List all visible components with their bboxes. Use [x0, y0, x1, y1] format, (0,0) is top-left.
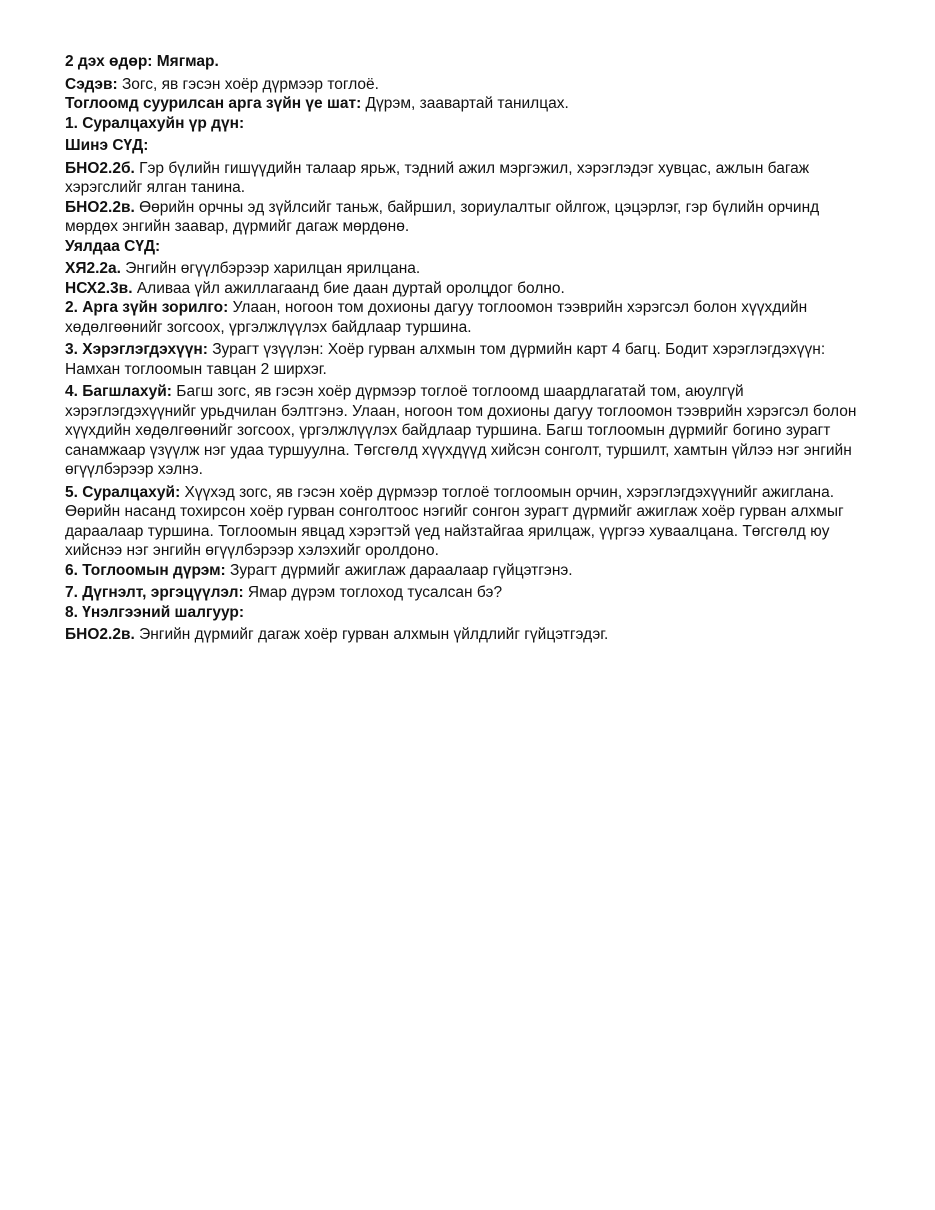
section2-label: 2. Арга зүйн зорилго: [65, 299, 229, 316]
stage-line [65, 94, 875, 114]
stage-label: Тоглоомд суурилсан арга зүйн үе шат: [65, 95, 362, 112]
section5-label: 5. Суралцахуй: [65, 483, 181, 501]
section7-paragraph [65, 583, 875, 603]
stage-text: Дүрэм, заавартай танилцах. [361, 95, 569, 112]
section4-label: 4. Багшлахуй: [65, 383, 172, 400]
outcome-khya22a [65, 259, 875, 279]
section7-label: 7. Дүгнэлт, эргэцүүлэл: [65, 584, 244, 601]
section5-paragraph [65, 483, 875, 561]
section4-text: Багш зогс, яв гэсэн хоёр дүрмээр тоглоё тоглоомд шаардлагатай том, аюулгүй хэрэглэгдэхүүнийг урьдчилан бэлтгэнэ. Улаан, ногоон том дохионы дагуу тоглоомон тээврийн хэрэгсэл болон хүүхдийн хөдөлгөөнийг зогсоох, үргэлжлүүлэх байдлаар туршина. Багш тоглоомын дүрмийг богино зурагт санамжаар үзүүлж нэг удаа туршуулна. Төгсгөлд хүүхдүүд хийсэн сонголт, туршилт, хамтын үйлээ нэг энгийн өгүүлбэрээр хэлнэ. [65, 383, 857, 478]
outcome-khya22a-text: Энгийн өгүүлбэрээр харилцан ярилцана. [120, 260, 421, 277]
outcome-bno22b [65, 159, 875, 198]
topic-text: Зогс, яв гэсэн хоёр дүрмээр тоглоё. [117, 75, 379, 93]
uldaa-sud-heading [65, 237, 875, 257]
shine-sud-heading [65, 136, 875, 156]
section8-heading [65, 603, 875, 623]
outcome-bno22v-code: БНО2.2в. [65, 198, 135, 216]
outcome-bno22v-text: Өөрийн орчны эд зүйлсийг таньж, байршил, зориулалтыг ойлгож, цэцэрлэг, гэр бүлийн орчинд мөрдөх энгийн заавар, дүрмийг дагаж мөрдөнө. [65, 198, 820, 235]
topic-label: Сэдэв: [65, 75, 118, 93]
section7-text: Ямар дүрэм тоглоход тусалсан бэ? [243, 584, 503, 601]
section3-text: Зурагт үзүүлэн: Хоёр гурван алхмын том дүрмийн карт 4 багц. Бодит хэрэглэгдэхүүн: Намхан тоглоомын тавцан 2 ширхэг. [65, 341, 826, 378]
section4-paragraph [65, 382, 875, 480]
outcome-nskh23v [65, 279, 875, 299]
section6-text: Зурагт дүрмийг ажиглаж дараалаар гүйцэтгэнэ. [225, 561, 573, 579]
section1-heading [65, 114, 875, 134]
section3-label: 3. Хэрэглэгдэхүүн: [65, 341, 208, 358]
section6-label: 6. Тоглоомын дүрэм: [65, 561, 226, 579]
outcome-nskh23v-text: Аливаа үйл ажиллагаанд бие даан дуртай оролцдог болно. [132, 279, 565, 297]
outcome-bno22b-code: БНО2.2б. [65, 159, 135, 177]
section1-heading-text: 1. Суралцахуйн үр дүн: [65, 114, 245, 132]
day-heading [65, 52, 875, 72]
section5-text: Хүүхэд зогс, яв гэсэн хоёр дүрмээр тоглоё тоглоомын орчин, хэрэглэгдэхүүнийг ажиглана. Өөрийн насанд тохирсон хоёр гурван сонголтоос нэгийг сонгон зурагт дүрмийг ажиглаж хоёр гурван алхмыг дараалаар туршина. Тоглоомын явцад хэрэгтэй үед найзтайгаа ярилцаж, үүргээ хуваалцана. Төгсгөлд юу хийснээ нэг энгийн өгүүлбэрээр хэлэхийг оролдоно. [65, 483, 844, 559]
section2-paragraph [65, 298, 875, 337]
document-page [65, 52, 875, 645]
section2-text: Улаан, ногоон том дохионы дагуу тоглоомон тээврийн хэрэгсэл болон хүүхдийн хөдөлгөөнийг зогсоох, үргэлжлүүлэх байдлаар туршина. [65, 299, 808, 336]
section3-paragraph [65, 340, 875, 379]
section8-heading-text: 8. Үнэлгээний шалгуур: [65, 603, 245, 621]
outcome-bno22b-text: Гэр бүлийн гишүүдийн талаар ярьж, тэдний ажил мэргэжил, хэрэглэдэг хувцас, ажлын багаж хэрэгслийг ялган танина. [65, 159, 810, 196]
day-heading-text: 2 дэх өдөр: Мягмар. [65, 53, 219, 70]
outcome-khya22a-code: ХЯ2.2а. [65, 260, 121, 277]
criteria-code: БНО2.2в. [65, 626, 135, 643]
topic-line [65, 75, 875, 95]
shine-sud-heading-text: Шинэ СҮД: [65, 137, 149, 154]
outcome-nskh23v-code: НСХ2.3в. [65, 279, 133, 297]
section6-paragraph [65, 561, 875, 581]
outcome-bno22v [65, 198, 875, 237]
criteria-text: Энгийн дүрмийг дагаж хоёр гурван алхмын үйлдлийг гүйцэтгэдэг. [134, 626, 609, 643]
criteria-paragraph [65, 625, 875, 645]
uldaa-sud-heading-text: Уялдаа СҮД: [65, 237, 161, 255]
